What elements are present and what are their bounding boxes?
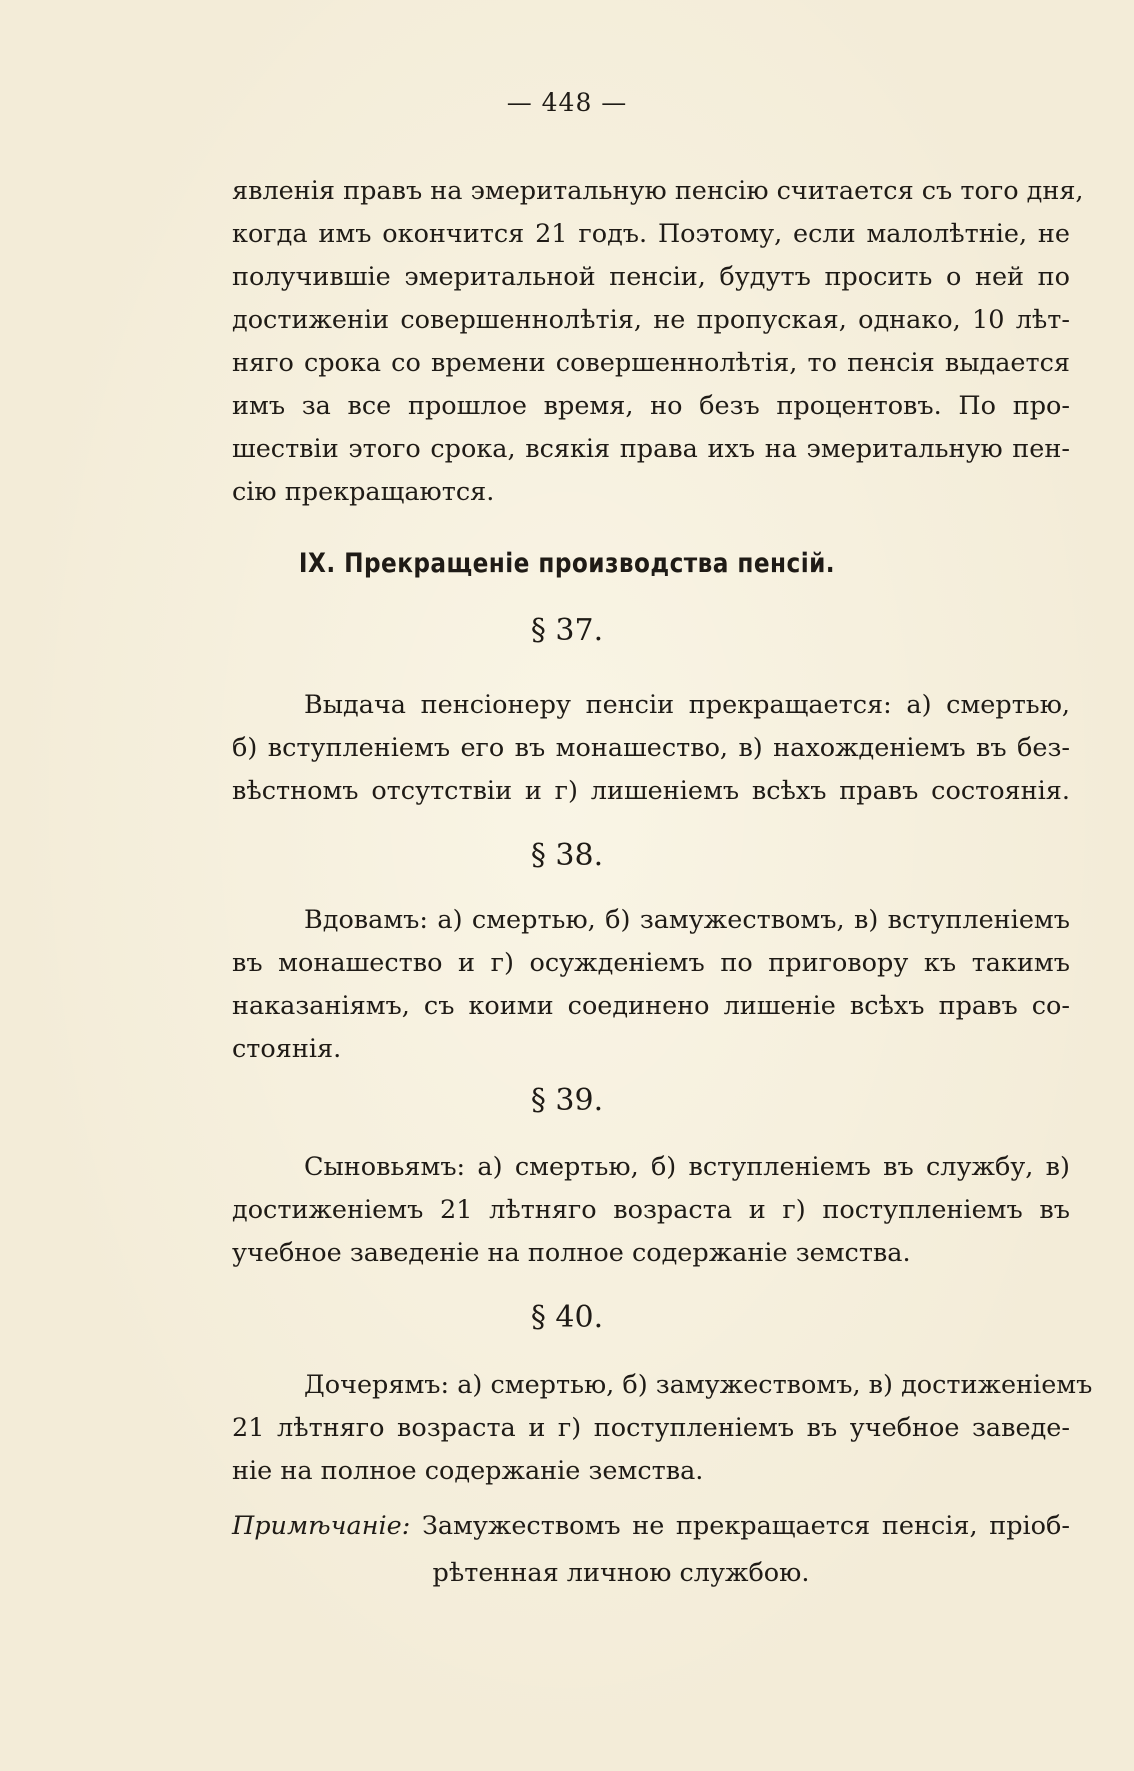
text-line: стоянія. bbox=[232, 1034, 342, 1064]
note-first-line bbox=[232, 1503, 1070, 1550]
text-line: Вдовамъ: а) смертью, б) замужествомъ, в) вступленіемъ bbox=[304, 905, 1070, 935]
note-label: Примѣчаніе: bbox=[232, 1511, 411, 1541]
note-continuation: рѣтенная личною службою. bbox=[432, 1558, 810, 1588]
page-number: — 448 — bbox=[506, 88, 628, 117]
paragraph-38 bbox=[232, 899, 1070, 1071]
paragraph-mark-37: § 37. bbox=[530, 613, 604, 648]
text-line: вѣстномъ отсутствіи и г) лишеніемъ всѣхъ правъ состоянія. bbox=[232, 776, 1070, 806]
text-line: достиженіемъ 21 лѣтняго возраста и г) поступленіемъ въ bbox=[232, 1195, 1070, 1225]
text-line: въ монашество и г) осужденіемъ по приговору къ такимъ bbox=[232, 948, 1070, 978]
text-line: б) вступленіемъ его въ монашество, в) нахожденіемъ въ без- bbox=[232, 733, 1070, 763]
text-line: 21 лѣтняго возраста и г) поступленіемъ въ учебное заведе- bbox=[232, 1413, 1070, 1443]
text-line: имъ за все прошлое время, но безъ процентовъ. По про- bbox=[232, 391, 1070, 421]
text-line: Дочерямъ: а) смертью, б) замужествомъ, в) достиженіемъ bbox=[304, 1370, 1093, 1400]
paragraph-37 bbox=[232, 684, 1070, 813]
paragraph-mark-39: § 39. bbox=[530, 1083, 604, 1118]
paragraph-40 bbox=[232, 1364, 1093, 1493]
text-line: Выдача пенсіонеру пенсіи прекращается: а) смертью, bbox=[304, 690, 1070, 720]
text-line: Сыновьямъ: а) смертью, б) вступленіемъ въ службу, в) bbox=[304, 1152, 1070, 1182]
note bbox=[232, 1503, 1070, 1597]
intro-paragraph bbox=[232, 170, 1084, 514]
text-line: няго срока со времени совершеннолѣтія, то пенсія выдается bbox=[232, 348, 1070, 378]
paragraph-mark-40: § 40. bbox=[530, 1300, 604, 1335]
text-line: учебное заведеніе на полное содержаніе земства. bbox=[232, 1238, 911, 1268]
text-line: достиженіи совершеннолѣтія, не пропуская, однако, 10 лѣт- bbox=[232, 305, 1070, 335]
note-text: Замужествомъ не прекращается пенсія, пріоб- bbox=[410, 1511, 1070, 1541]
text-line: когда имъ окончится 21 годъ. Поэтому, если малолѣтніе, не bbox=[232, 219, 1070, 249]
text-line: наказаніямъ, съ коими соединено лишеніе всѣхъ правъ со- bbox=[232, 991, 1070, 1021]
text-line: сію прекращаются. bbox=[232, 477, 495, 507]
text-line: получившіе эмеритальной пенсіи, будутъ просить о ней по bbox=[232, 262, 1070, 292]
text-line: шествіи этого срока, всякія права ихъ на эмеритальную пен- bbox=[232, 434, 1070, 464]
paragraph-39 bbox=[232, 1146, 1070, 1275]
text-line: явленія правъ на эмеритальную пенсію считается съ того дня, bbox=[232, 176, 1084, 206]
paragraph-mark-38: § 38. bbox=[530, 838, 604, 873]
text-line: ніе на полное содержаніе земства. bbox=[232, 1456, 704, 1486]
section-heading: IX. Прекращеніе производства пенсій. bbox=[298, 548, 836, 579]
